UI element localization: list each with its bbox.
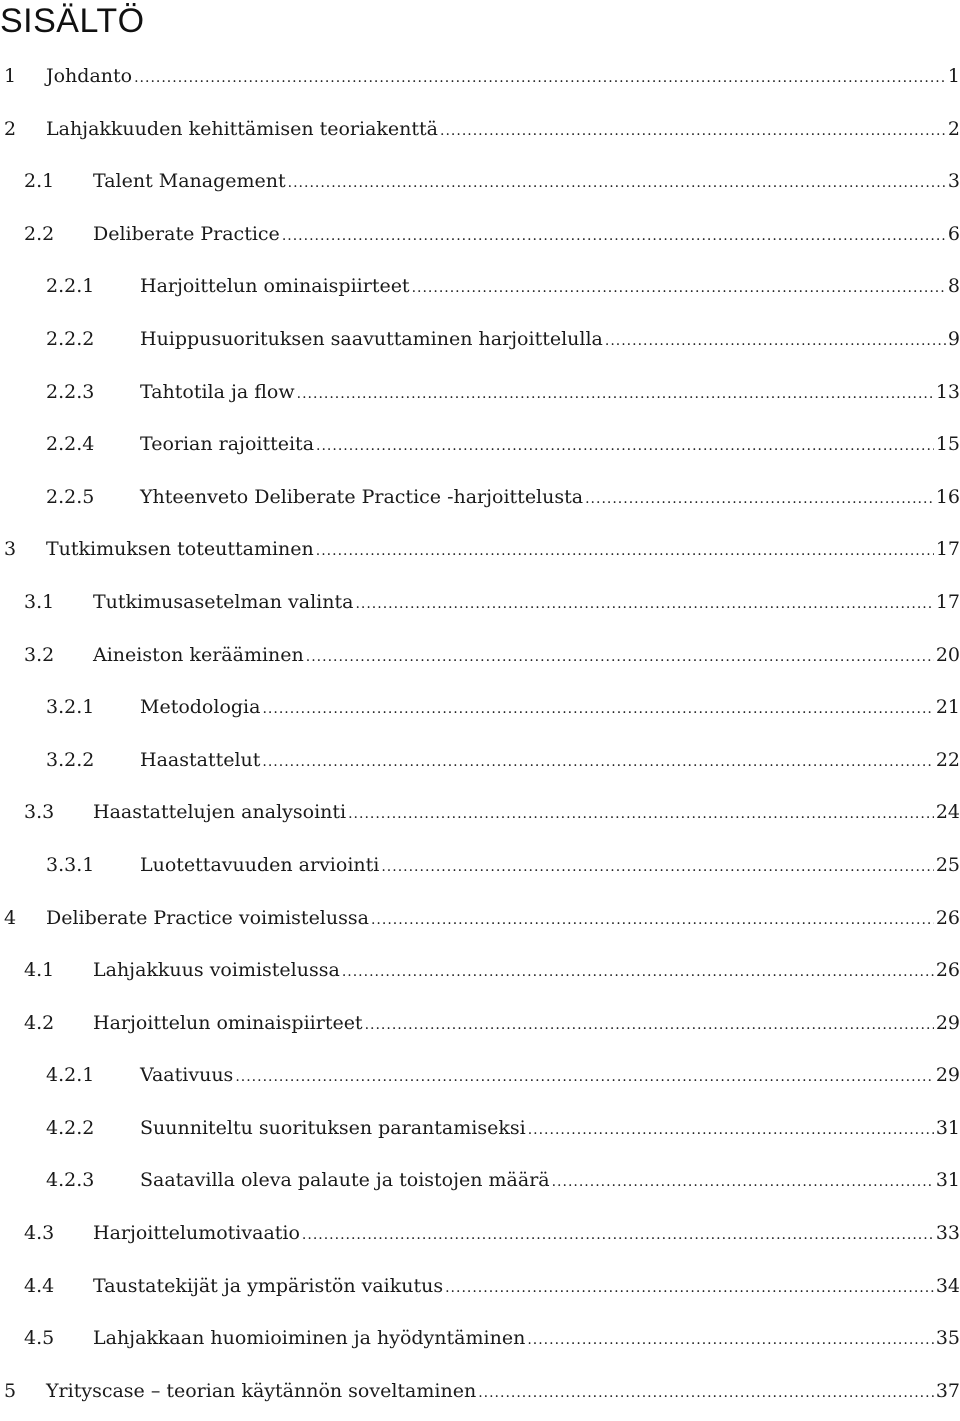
toc-entry[interactable] (0, 1264, 960, 1317)
toc-entry-page: 20 (935, 643, 960, 666)
toc-entry-page: 25 (935, 853, 960, 876)
toc-entry-page: 33 (935, 1222, 960, 1245)
toc-entry-number: 4 (4, 906, 17, 929)
toc-entry-page: 3 (947, 170, 960, 193)
toc-entry-page: 35 (935, 1327, 960, 1350)
toc-entry[interactable] (0, 264, 960, 317)
dot-leader (478, 1371, 934, 1415)
toc-entry-row (140, 264, 960, 310)
dot-leader (348, 792, 934, 836)
toc-entry-page: 15 (935, 433, 960, 456)
dot-leader (235, 1055, 934, 1099)
toc-entry-row (140, 422, 960, 468)
toc-entry[interactable] (0, 1106, 960, 1159)
toc-entry-number: 3.1 (24, 590, 55, 613)
toc-entry-label: Luotettavuuden arviointi (140, 853, 380, 876)
toc-entry-page: 21 (935, 696, 960, 719)
toc-entry-page: 8 (947, 275, 960, 298)
toc-entry-page: 24 (935, 801, 960, 824)
toc-entry-number: 3.2 (24, 643, 55, 666)
toc-entry-label: Saatavilla oleva palaute ja toistojen määrä (140, 1169, 550, 1192)
toc-entry-number: 1 (4, 65, 17, 87)
toc-entry[interactable] (0, 580, 960, 633)
toc-entry[interactable] (0, 790, 960, 843)
toc-entry-number: 2 (4, 117, 17, 140)
toc-entry-page: 13 (935, 380, 960, 403)
table-of-contents (0, 54, 960, 1421)
toc-entry-row (93, 1264, 960, 1310)
toc-entry-number: 4.5 (24, 1327, 55, 1350)
toc-entry-label: Lahjakkaan huomioiminen ja hyödyntäminen (93, 1327, 526, 1350)
toc-entry-number: 4.2.3 (46, 1169, 95, 1192)
toc-entry[interactable] (0, 1001, 960, 1054)
toc-entry-page: 17 (935, 538, 960, 561)
toc-entry-row (140, 685, 960, 731)
toc-entry-label: Haastattelut (140, 748, 261, 771)
dot-leader (316, 529, 934, 573)
toc-entry[interactable] (0, 107, 960, 160)
toc-entry[interactable] (0, 1211, 960, 1264)
toc-entry-number: 3.2.2 (46, 748, 95, 771)
toc-entry[interactable] (0, 843, 960, 896)
toc-entry[interactable] (0, 159, 960, 212)
toc-entry-number: 4.1 (24, 959, 55, 982)
toc-entry-label: Vaativuus (140, 1064, 234, 1087)
toc-entry-label: Yhteenveto Deliberate Practice -harjoittelusta (140, 485, 584, 508)
page-title: SISÄLTÖ (0, 2, 145, 40)
toc-entry-label: Metodologia (140, 696, 261, 719)
toc-entry-label: Deliberate Practice (93, 222, 280, 245)
dot-leader (355, 582, 933, 626)
toc-entry-number: 4.2.2 (46, 1116, 95, 1139)
toc-entry-page: 26 (935, 959, 960, 982)
toc-entry-number: 2.2 (24, 222, 55, 245)
toc-entry[interactable] (0, 633, 960, 686)
dot-leader (316, 424, 934, 468)
dot-leader (282, 214, 946, 258)
toc-entry-number: 3 (4, 538, 17, 561)
toc-entry-page: 34 (935, 1274, 960, 1297)
toc-entry-page: 9 (947, 327, 960, 350)
toc-entry-row (93, 790, 960, 836)
toc-entry-label: Teorian rajoitteita (140, 433, 315, 456)
toc-entry-row (46, 896, 960, 942)
dot-leader (262, 740, 933, 784)
dot-leader (365, 1003, 934, 1047)
dot-leader (297, 372, 934, 416)
toc-entry-page: 29 (935, 1064, 960, 1087)
toc-entry[interactable] (0, 422, 960, 475)
toc-entry[interactable] (0, 1369, 960, 1421)
toc-entry-label: Taustatekijät ja ympäristön vaikutus (93, 1274, 444, 1297)
toc-entry-row (93, 159, 960, 205)
toc-entry-page: 1 (947, 65, 960, 87)
toc-entry-row (93, 1001, 960, 1047)
toc-entry[interactable] (0, 738, 960, 791)
toc-entry-number: 2.2.5 (46, 485, 95, 508)
toc-entry-label: Harjoittelumotivaatio (93, 1222, 300, 1245)
dot-leader (381, 845, 933, 889)
toc-entry-label: Tahtotila ja flow (140, 380, 295, 403)
dot-leader (605, 319, 946, 363)
toc-entry-row (93, 212, 960, 258)
toc-entry-row (93, 580, 960, 626)
toc-entry-page: 2 (947, 117, 960, 140)
toc-entry-label: Deliberate Practice voimistelussa (46, 906, 369, 929)
toc-entry[interactable] (0, 475, 960, 528)
toc-entry[interactable] (0, 317, 960, 370)
toc-entry-number: 2.2.2 (46, 327, 95, 350)
toc-entry[interactable] (0, 685, 960, 738)
dot-leader (342, 950, 934, 994)
dot-leader (528, 1108, 934, 1152)
dot-leader (440, 109, 946, 153)
toc-entry-page: 31 (935, 1116, 960, 1139)
toc-entry-label: Harjoittelun ominaispiirteet (93, 1011, 363, 1034)
dot-leader (552, 1160, 934, 1204)
toc-entry-number: 4.2.1 (46, 1064, 95, 1087)
toc-entry[interactable] (0, 1053, 960, 1106)
toc-entry-label: Tutkimusasetelman valinta (93, 590, 354, 613)
toc-entry-label: Yrityscase – teorian käytännön soveltaminen (46, 1379, 477, 1402)
toc-entry-page: 6 (947, 222, 960, 245)
dot-leader (527, 1318, 934, 1362)
toc-entry-number: 3.3 (24, 801, 55, 824)
toc-entry-row (140, 370, 960, 416)
toc-entry-label: Haastattelujen analysointi (93, 801, 347, 824)
toc-entry[interactable] (0, 54, 960, 107)
toc-entry[interactable] (0, 527, 960, 580)
toc-entry-row (140, 317, 960, 363)
dot-leader (134, 56, 946, 100)
toc-entry-row (93, 1211, 960, 1257)
toc-entry-page: 16 (935, 485, 960, 508)
toc-entry-label: Suunniteltu suorituksen parantamiseksi (140, 1116, 526, 1139)
dot-leader (371, 898, 934, 942)
toc-entry-page: 17 (935, 590, 960, 613)
toc-entry[interactable] (0, 212, 960, 265)
toc-entry-page: 22 (935, 748, 960, 771)
toc-entry-row (140, 738, 960, 784)
dot-leader (306, 635, 934, 679)
toc-entry-label: Tutkimuksen toteuttaminen (46, 538, 314, 561)
toc-entry-number: 3.3.1 (46, 853, 95, 876)
toc-entry-page: 29 (935, 1011, 960, 1034)
toc-entry[interactable] (0, 1158, 960, 1211)
toc-entry-page: 31 (935, 1169, 960, 1192)
dot-leader (412, 266, 946, 310)
dot-leader (302, 1213, 934, 1257)
dot-leader (288, 161, 946, 205)
toc-entry-row (140, 1106, 960, 1152)
toc-entry-number: 3.2.1 (46, 696, 95, 719)
toc-entry-row (140, 1158, 960, 1204)
toc-entry-number: 5 (4, 1379, 17, 1402)
toc-entry-row (93, 633, 960, 679)
toc-entry-label: Huippusuorituksen saavuttaminen harjoittelulla (140, 327, 603, 350)
toc-entry-row (140, 475, 960, 521)
toc-entry-number: 2.2.1 (46, 275, 95, 298)
toc-entry-label: Talent Management (93, 170, 286, 193)
toc-entry-number: 4.4 (24, 1274, 55, 1297)
toc-entry[interactable] (0, 370, 960, 423)
toc-entry[interactable] (0, 896, 960, 949)
toc-entry-row (140, 843, 960, 889)
toc-entry-page: 37 (935, 1379, 960, 1402)
toc-entry-row (46, 527, 960, 573)
toc-entry-row (46, 1369, 960, 1415)
dot-leader (445, 1266, 934, 1310)
toc-entry-label: Harjoittelun ominaispiirteet (140, 275, 410, 298)
toc-entry-label: Johdanto (46, 65, 133, 87)
toc-entry-row (93, 1316, 960, 1362)
toc-entry-row (46, 54, 960, 100)
toc-entry-number: 4.2 (24, 1011, 55, 1034)
toc-entry-row (93, 948, 960, 994)
toc-entry-number: 2.1 (24, 170, 55, 193)
toc-entry[interactable] (0, 1316, 960, 1369)
toc-entry[interactable] (0, 948, 960, 1001)
toc-entry-label: Aineiston kerääminen (93, 643, 304, 666)
toc-entry-label: Lahjakkuuden kehittämisen teoriakenttä (46, 117, 439, 140)
toc-entry-page: 26 (935, 906, 960, 929)
toc-entry-number: 4.3 (24, 1222, 55, 1245)
dot-leader (585, 477, 934, 521)
toc-entry-number: 2.2.3 (46, 380, 95, 403)
toc-entry-row (140, 1053, 960, 1099)
dot-leader (262, 687, 933, 731)
toc-entry-label: Lahjakkuus voimistelussa (93, 959, 340, 982)
toc-entry-row (46, 107, 960, 153)
toc-entry-number: 2.2.4 (46, 433, 95, 456)
